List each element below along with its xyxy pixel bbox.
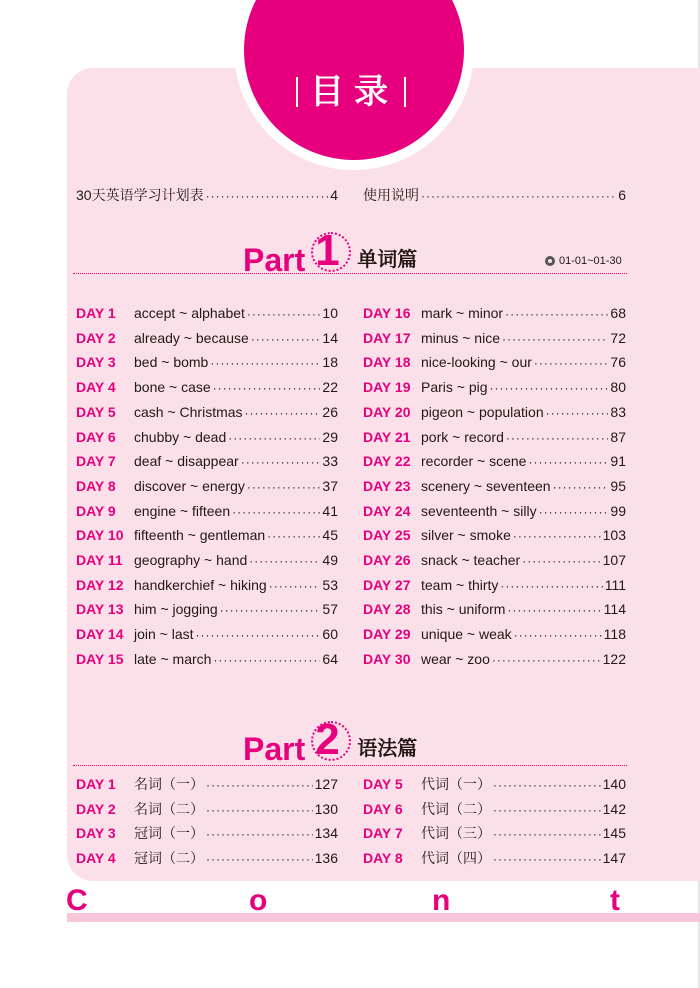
leader-dots <box>232 505 320 519</box>
entry-label: 代词（一） <box>421 776 491 792</box>
leader-dots <box>500 579 602 593</box>
part1-divider <box>73 273 627 274</box>
toc-entry[interactable] <box>363 429 626 451</box>
leader-dots <box>228 431 320 445</box>
leader-dots <box>513 529 601 543</box>
leader-dots <box>213 653 320 667</box>
entry-page: 72 <box>610 329 626 346</box>
leader-dots <box>251 332 321 346</box>
leader-dots <box>534 356 609 370</box>
entry-page: 111 <box>604 576 626 593</box>
toc-entry[interactable] <box>76 626 338 648</box>
entry-day: DAY 24 <box>363 502 411 519</box>
part1-word: Part <box>243 242 306 278</box>
entry-page: 145 <box>602 825 626 842</box>
entry-label: 名词（二） <box>134 800 204 817</box>
entry-day: DAY 3 <box>76 354 116 371</box>
toc-entry[interactable] <box>363 774 626 796</box>
toc-entry[interactable] <box>363 404 626 426</box>
entry-day: DAY 29 <box>363 626 411 643</box>
entry-label: accept ~ alphabet <box>134 305 245 321</box>
entry-day: DAY 16 <box>363 305 411 321</box>
entry-label: engine ~ fifteen <box>134 502 231 519</box>
toc-entry[interactable] <box>363 453 626 475</box>
entry-page: 107 <box>602 552 626 568</box>
entry-page: 14 <box>322 329 338 346</box>
entry-page: 10 <box>322 305 338 321</box>
toc-entry[interactable] <box>363 305 626 327</box>
entry-label: unique ~ weak <box>421 626 512 643</box>
toc-entry[interactable] <box>76 527 338 549</box>
entry-label: 名词（一） <box>134 776 204 792</box>
entry-page: 22 <box>322 379 338 396</box>
toc-entry[interactable] <box>76 651 338 673</box>
entry-day: DAY 27 <box>363 576 411 593</box>
entry-page: 87 <box>610 428 626 445</box>
leader-dots <box>247 307 321 321</box>
entry-day: DAY 15 <box>76 650 124 667</box>
entry-page: 26 <box>322 403 338 420</box>
toc-entry[interactable] <box>363 354 626 376</box>
toc-entry[interactable] <box>76 379 338 401</box>
leader-dots <box>492 653 601 667</box>
entry-label: bed ~ bomb <box>134 354 209 371</box>
leader-dots <box>206 189 329 203</box>
entry-page: 29 <box>322 428 338 445</box>
entry-page: 53 <box>322 576 338 593</box>
entry-page: 76 <box>610 354 626 371</box>
toc-entry[interactable] <box>76 601 338 623</box>
toc-entry[interactable] <box>76 552 338 574</box>
entry-label: 冠词（二） <box>134 850 204 867</box>
leader-dots <box>506 431 609 445</box>
leader-dots <box>493 778 601 792</box>
entry-label: 冠词（一） <box>134 825 204 842</box>
leader-dots <box>528 455 608 469</box>
entry-day: DAY 11 <box>76 552 123 568</box>
entry-label: snack ~ teacher <box>421 552 521 568</box>
entry-label: seventeenth ~ silly <box>421 502 537 519</box>
entry-page: 134 <box>314 825 338 842</box>
entry-label: recorder ~ scene <box>421 453 527 470</box>
intro-entry-plan[interactable] <box>76 185 338 207</box>
toc-entry[interactable] <box>76 330 338 352</box>
toc-entry[interactable] <box>76 823 338 845</box>
entry-day: DAY 21 <box>363 428 411 445</box>
part1-number-badge <box>311 226 351 276</box>
title-bar-right <box>404 77 406 107</box>
toc-entry[interactable] <box>76 453 338 475</box>
entry-label: 代词（二） <box>421 800 491 817</box>
entry-day: DAY 25 <box>363 527 411 544</box>
footer-letter-n: n <box>432 884 451 917</box>
entry-page: 91 <box>610 453 626 470</box>
leader-dots <box>206 827 313 841</box>
toc-entry[interactable] <box>363 848 626 870</box>
entry-day: DAY 1 <box>76 305 116 321</box>
entry-label: already ~ because <box>134 329 249 346</box>
entry-label: 使用说明 <box>363 187 419 203</box>
entry-day: DAY 28 <box>363 601 411 618</box>
leader-dots <box>502 332 608 346</box>
leader-dots <box>210 356 320 370</box>
part2-number: 2 <box>315 715 340 764</box>
leader-dots <box>213 381 321 395</box>
entry-label: silver ~ smoke <box>421 527 511 544</box>
leader-dots <box>206 852 313 866</box>
entry-day: DAY 8 <box>363 850 403 867</box>
entry-page: 122 <box>602 650 626 667</box>
part2-divider <box>73 765 627 766</box>
entry-day: DAY 20 <box>363 403 411 420</box>
entry-page: 45 <box>322 527 338 544</box>
entry-day: DAY 23 <box>363 477 411 494</box>
entry-label: fifteenth ~ gentleman <box>134 527 266 544</box>
toc-entry[interactable] <box>363 799 626 821</box>
entry-page: 147 <box>602 850 626 867</box>
leader-dots <box>249 554 320 568</box>
entry-day: DAY 1 <box>76 776 116 792</box>
entry-day: DAY 10 <box>76 527 124 544</box>
intro-entry-instructions[interactable] <box>363 185 626 207</box>
entry-day: DAY 9 <box>76 502 116 519</box>
entry-day: DAY 18 <box>363 354 411 371</box>
toc-entry[interactable] <box>363 626 626 648</box>
entry-page: 60 <box>322 626 338 643</box>
leader-dots <box>490 381 609 395</box>
entry-day: DAY 30 <box>363 650 411 667</box>
entry-page: 33 <box>322 453 338 470</box>
title-bar-left <box>296 77 298 107</box>
leader-dots <box>522 554 600 568</box>
leader-dots <box>507 603 601 617</box>
entry-label: pigeon ~ population <box>421 403 544 420</box>
toc-entry[interactable] <box>363 330 626 352</box>
toc-entry[interactable] <box>76 577 338 599</box>
entry-label: join ~ last <box>134 626 194 643</box>
leader-dots <box>421 189 616 203</box>
entry-page: 49 <box>322 552 338 568</box>
entry-page: 140 <box>602 776 626 792</box>
entry-day: DAY 12 <box>76 576 124 593</box>
part2-subtitle: 语法篇 <box>357 736 418 760</box>
toc-entry[interactable] <box>76 799 338 821</box>
entry-label: cash ~ Christmas <box>134 403 243 420</box>
toc-entry[interactable] <box>76 354 338 376</box>
entry-label: this ~ uniform <box>421 601 506 618</box>
entry-page: 130 <box>314 800 338 817</box>
leader-dots <box>539 505 609 519</box>
leader-dots <box>493 852 601 866</box>
toc-entry[interactable] <box>363 651 626 673</box>
entry-day: DAY 26 <box>363 552 411 568</box>
toc-entry[interactable] <box>363 552 626 574</box>
entry-day: DAY 6 <box>363 800 403 817</box>
entry-page: 136 <box>314 850 338 867</box>
entry-label: late ~ march <box>134 650 212 667</box>
leader-dots <box>505 307 608 321</box>
toc-entry[interactable] <box>76 404 338 426</box>
entry-label: geography ~ hand <box>134 552 248 568</box>
entry-page: 99 <box>610 502 626 519</box>
entry-day: DAY 4 <box>76 379 116 396</box>
entry-day: DAY 4 <box>76 850 116 867</box>
leader-dots <box>267 529 320 543</box>
entry-day: DAY 22 <box>363 453 411 470</box>
entry-label: 代词（三） <box>421 825 491 842</box>
leader-dots <box>269 579 321 593</box>
entry-day: DAY 6 <box>76 428 116 445</box>
leader-dots <box>493 803 601 817</box>
leader-dots <box>241 455 321 469</box>
toc-entry[interactable] <box>76 774 338 796</box>
entry-day: DAY 7 <box>76 453 116 470</box>
entry-label: him ~ jogging <box>134 601 218 618</box>
leader-dots <box>493 827 601 841</box>
entry-page: 114 <box>603 601 626 618</box>
part1-subtitle: 单词篇 <box>357 247 418 271</box>
toc-entry[interactable] <box>363 478 626 500</box>
entry-label: chubby ~ dead <box>134 428 227 445</box>
entry-page: 80 <box>610 379 626 396</box>
entry-day: DAY 14 <box>76 626 124 643</box>
leader-dots <box>206 803 313 817</box>
toc-entry[interactable] <box>363 601 626 623</box>
entry-page: 6 <box>618 187 626 203</box>
leader-dots <box>196 628 321 642</box>
toc-entry[interactable] <box>76 848 338 870</box>
toc-entry[interactable] <box>363 577 626 599</box>
part1-audio-range: 01-01~01-30 <box>559 255 622 267</box>
entry-page: 103 <box>602 527 626 544</box>
entry-label: scenery ~ seventeen <box>421 477 551 494</box>
part1-audio[interactable] <box>545 255 622 267</box>
entry-page: 57 <box>322 601 338 618</box>
entry-label: discover ~ energy <box>134 477 245 494</box>
leader-dots <box>247 480 321 494</box>
entry-label: bone ~ case <box>134 379 211 396</box>
page-title <box>244 64 464 113</box>
entry-day: DAY 2 <box>76 329 116 346</box>
entry-page: 127 <box>314 776 338 792</box>
footer-letter-c: C <box>66 884 88 917</box>
entry-page: 4 <box>330 187 338 203</box>
entry-page: 41 <box>322 502 338 519</box>
entry-day: DAY 8 <box>76 477 116 494</box>
toc-entry[interactable] <box>76 503 338 525</box>
entry-label: 代词（四） <box>421 850 491 867</box>
toc-entry[interactable] <box>76 478 338 500</box>
entry-day: DAY 5 <box>363 776 403 792</box>
entry-label: pork ~ record <box>421 428 504 445</box>
entry-page: 95 <box>610 477 626 494</box>
entry-label: handkerchief ~ hiking <box>134 576 267 593</box>
toc-entry[interactable] <box>363 503 626 525</box>
leader-dots <box>220 603 321 617</box>
entry-label: minus ~ nice <box>421 329 500 346</box>
entry-label: deaf ~ disappear <box>134 453 239 470</box>
entry-label: 30天英语学习计划表 <box>76 187 204 203</box>
part2-number-badge <box>311 715 351 765</box>
toc-entry[interactable] <box>363 379 626 401</box>
toc-entry[interactable] <box>363 527 626 549</box>
entry-label: nice-looking ~ our <box>421 354 532 371</box>
entry-page: 68 <box>610 305 626 321</box>
entry-page: 37 <box>322 477 338 494</box>
entry-page: 18 <box>322 354 338 371</box>
leader-dots <box>245 406 321 420</box>
part1-heading <box>243 226 417 276</box>
leader-dots <box>514 628 602 642</box>
page-title-text: 目录 <box>310 72 398 112</box>
entry-day: DAY 13 <box>76 601 124 618</box>
entry-day: DAY 17 <box>363 329 411 346</box>
entry-page: 64 <box>322 650 338 667</box>
entry-day: DAY 5 <box>76 403 116 420</box>
part2-word: Part <box>243 731 306 767</box>
footer-letter-t: t <box>610 884 620 917</box>
entry-day: DAY 3 <box>76 825 116 842</box>
footer-bar <box>67 913 700 922</box>
entry-label: wear ~ zoo <box>421 650 490 667</box>
entry-label: mark ~ minor <box>421 305 504 321</box>
entry-page: 83 <box>610 403 626 420</box>
entry-label: team ~ thirty <box>421 576 499 593</box>
entry-page: 142 <box>602 800 626 817</box>
entry-label: Paris ~ pig <box>421 379 488 396</box>
leader-dots <box>553 480 609 494</box>
part1-number: 1 <box>315 226 340 275</box>
toc-entry[interactable] <box>76 429 338 451</box>
toc-entry[interactable] <box>363 823 626 845</box>
entry-page: 118 <box>603 626 626 643</box>
entry-day: DAY 7 <box>363 825 403 842</box>
leader-dots <box>546 406 609 420</box>
audio-disc-icon <box>545 256 555 266</box>
toc-entry[interactable] <box>76 305 338 327</box>
leader-dots <box>206 778 313 792</box>
entry-day: DAY 2 <box>76 800 116 817</box>
part2-heading <box>243 715 417 765</box>
footer-letter-o: o <box>249 884 268 917</box>
entry-day: DAY 19 <box>363 379 411 396</box>
